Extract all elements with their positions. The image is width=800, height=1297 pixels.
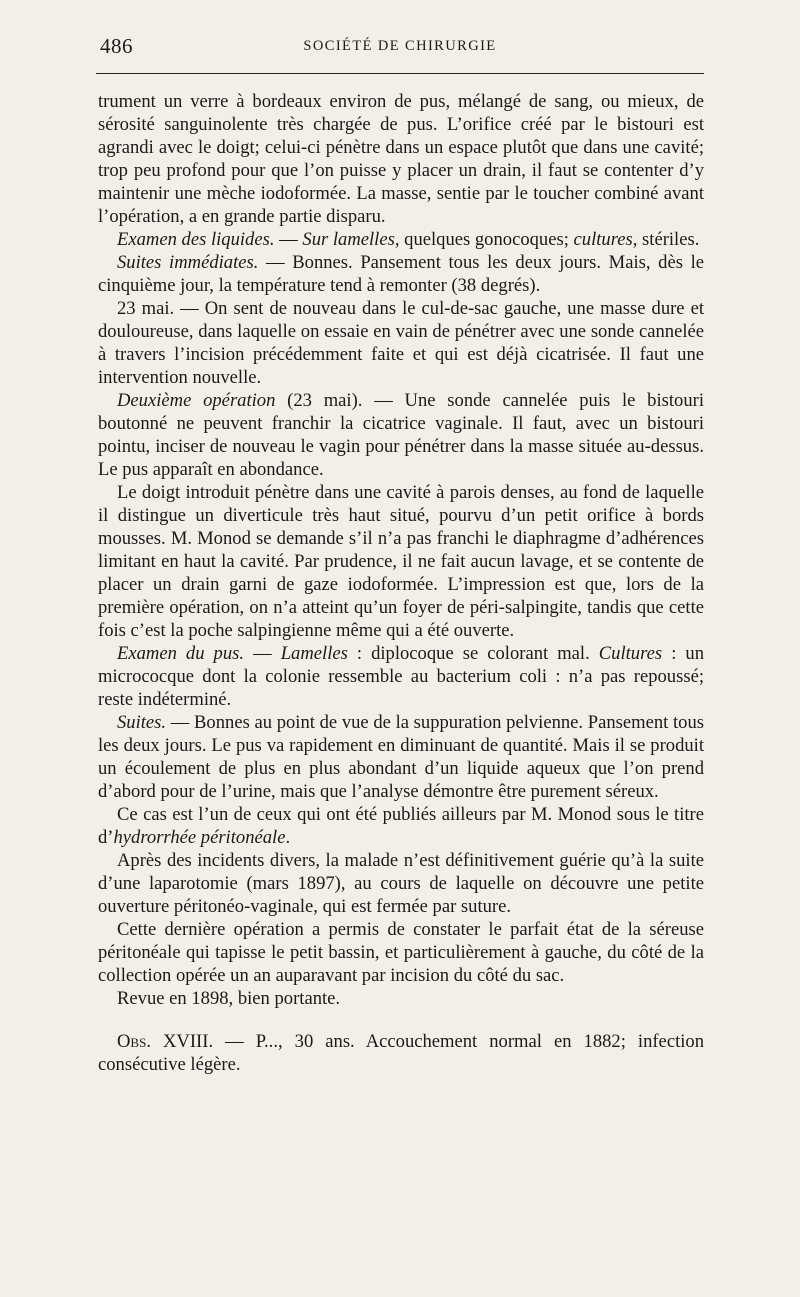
paragraph-examen-pus: Examen du pus. — Lamelles : diplocoque se colorant mal. Cultures : un micrococque dont la colonie ressemble au bacterium coli : n’a pas repoussé; reste indéterminé. bbox=[98, 643, 704, 710]
paragraph-continuation: trument un verre à bordeaux environ de pus, mélangé de sang, ou mieux, de sérosité sanguinolente très chargée de pus. L’orifice créé par le bistouri est agrandi avec le doigt; celui-ci pénètre dans un espace plutôt que dans une cavité; trop peu profond pour que l’on puisse y placer un drain, il faut se contenter d’y maintenir une mèche iodoformée. La masse, sentie par le toucher combiné avant l’opération, a en grande partie disparu. bbox=[98, 91, 704, 227]
section-lead: Suites immédiates. bbox=[117, 252, 259, 273]
paragraph-ce-cas: Ce cas est l’un de ceux qui ont été publiés ailleurs par M. Monod sous le titre d’hydrorrhée péritonéale. bbox=[98, 804, 704, 848]
observation-label: Obs. XVIII. bbox=[117, 1031, 214, 1052]
paragraph-examen-liquides: Examen des liquides. — Sur lamelles, quelques gonocoques; cultures, stériles. bbox=[117, 229, 700, 250]
paragraph-doigt-introduit: Le doigt introduit pénètre dans une cavité à parois denses, au fond de laquelle il distingue un diverticule très haut situé, pourvu d’un petit orifice à bords mousses. M. Monod se demande s’il n’a pas franchi le diaphragme d’adhérences limitant en haut la cavité. Par prudence, il ne fait aucun lavage, et se contente de placer un drain garni de gaze iodoformée. L’impression est que, lors de la première opération, on n’a atteint qu’un foyer de péri-salpingite, tandis que cette fois c’est la poche salpingienne même qui a été ouverte. bbox=[98, 482, 704, 641]
section-lead: Examen des liquides. bbox=[117, 229, 275, 250]
running-head bbox=[96, 34, 704, 62]
page-number: 486 bbox=[100, 34, 133, 58]
paragraph-deuxieme-operation: Deuxième opération (23 mai). — Une sonde cannelée puis le bistouri boutonné ne peuvent franchir la cicatrice vaginale. Il faut, avec un bistouri pointu, inciser de nouveau le vagin pour pénétrer dans la masse située au-dessus. Le pus apparaît en abondance. bbox=[98, 390, 704, 480]
header-rule bbox=[96, 73, 704, 74]
paragraph-suites-immediates: Suites immédiates. — Bonnes. Pansement tous les deux jours. Mais, dès le cinquième jour, la température tend à remonter (38 degrés). bbox=[98, 252, 704, 296]
observation-heading: Obs. XVIII. — P..., 30 ans. Accouchement normal en 1882; infection consécutive légère. bbox=[98, 1031, 704, 1075]
section-lead: Examen du pus. bbox=[117, 643, 245, 664]
section-lead: Suites. bbox=[117, 712, 167, 733]
paragraph-revue: Revue en 1898, bien portante. bbox=[117, 988, 341, 1009]
paragraph-derniere-operation: Cette dernière opération a permis de constater le parfait état de la séreuse péritonéale qui tapisse le petit bassin, et particulièrement à gauche, du côté de la collection opérée un an auparavant par incision du côté du sac. bbox=[98, 919, 704, 986]
running-title: SOCIÉTÉ DE CHIRURGIE bbox=[303, 38, 497, 54]
body-text bbox=[98, 90, 704, 1076]
paragraph-apres-incidents: Après des incidents divers, la malade n’est définitivement guérie qu’à la suite d’une laparotomie (mars 1897), au cours de laquelle on découvre une petite ouverture péritonéo-vaginale, qui est fermée par suture. bbox=[98, 850, 704, 917]
paragraph-suites: Suites. — Bonnes au point de vue de la suppuration pelvienne. Pansement tous les deux jours. Le pus va rapidement en diminuant de quantité. Mais il se produit un écoulement de plus en plus abondant d’un liquide aqueux que l’on prend d’abord pour de l’urine, mais que l’analyse démontre être purement séreux. bbox=[98, 712, 704, 802]
paragraph-23-mai: 23 mai. — On sent de nouveau dans le cul-de-sac gauche, une masse dure et douloureuse, dans laquelle on essaie en vain de pénétrer avec une sonde cannelée à travers l’incision précédemment faite et qui est déjà cicatrisée. Il faut une intervention nouvelle. bbox=[98, 298, 704, 388]
section-lead: Deuxième opération bbox=[117, 390, 276, 411]
